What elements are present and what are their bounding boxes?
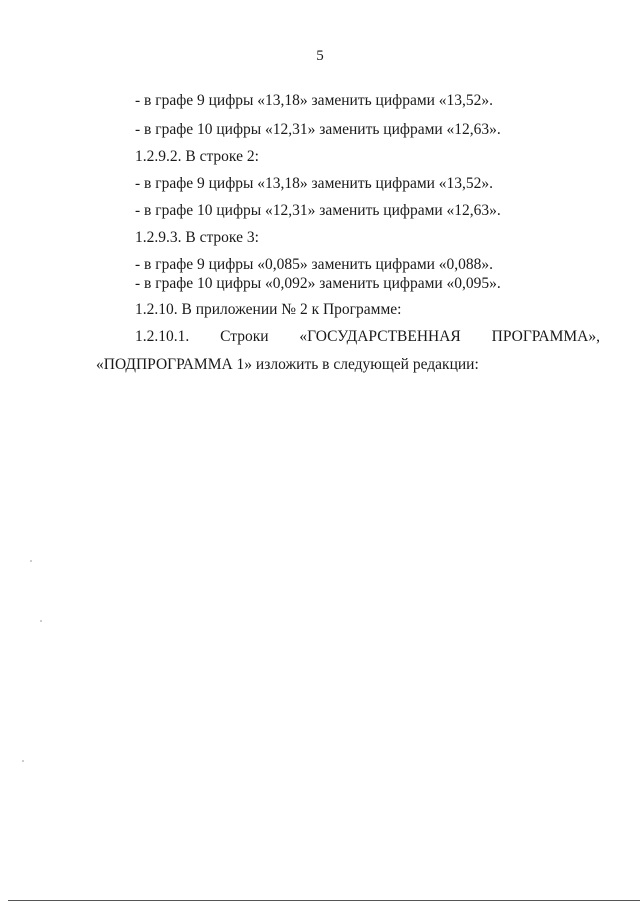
text-line-1: - в графе 9 цифры «13,18» заменить цифрами «13,52». bbox=[135, 92, 494, 109]
item-quote-2: ПРОГРАММА», bbox=[491, 328, 600, 345]
text-line-5: - в графе 10 цифры «12,31» заменить цифрами «12,63». bbox=[135, 202, 501, 219]
item-quote-1: «ГОСУДАРСТВЕННАЯ bbox=[299, 328, 461, 345]
bottom-rule bbox=[8, 900, 640, 901]
item-word: Строки bbox=[220, 328, 269, 345]
page-number: 5 bbox=[316, 48, 324, 64]
text-line-9: 1.2.10. В приложении № 2 к Программе: bbox=[135, 301, 402, 318]
text-line-7: - в графе 9 цифры «0,085» заменить цифрами «0,088». bbox=[135, 256, 494, 273]
text-line-6: 1.2.9.3. В строке 3: bbox=[135, 229, 259, 246]
item-continuation-line: «ПОДПРОГРАММА 1» изложить в следующей редакции: bbox=[96, 356, 479, 373]
item-number: 1.2.10.1. bbox=[135, 328, 190, 345]
item-1-2-10-1-line bbox=[135, 328, 600, 346]
text-line-3: 1.2.9.2. В строке 2: bbox=[135, 148, 259, 165]
text-line-2: - в графе 10 цифры «12,31» заменить цифрами «12,63». bbox=[135, 121, 501, 138]
scan-speck bbox=[40, 620, 42, 622]
text-line-4: - в графе 9 цифры «13,18» заменить цифрами «13,52». bbox=[135, 175, 494, 192]
text-line-8: - в графе 10 цифры «0,092» заменить цифрами «0,095». bbox=[135, 275, 501, 292]
scan-speck bbox=[22, 760, 24, 762]
scan-speck bbox=[30, 560, 32, 562]
